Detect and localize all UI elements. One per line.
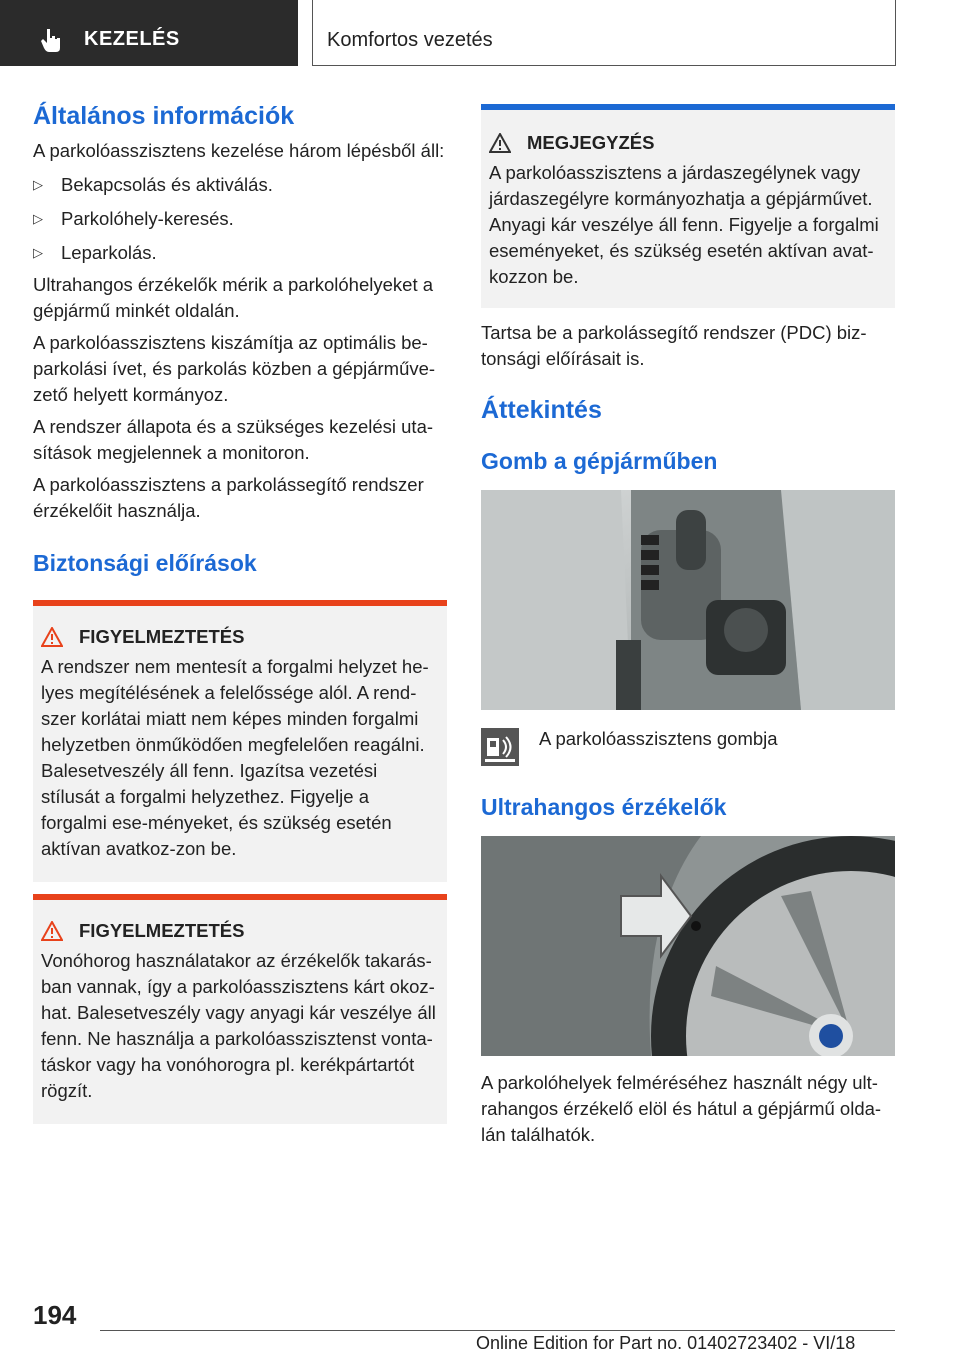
note-text: A parkolóasszisztens a járdaszegélynek vagy járdaszegélyre kormányozhatja a gépjárművet. Anyagi kár veszélye áll fenn. Figyelje a forgalmi eseményeket, és szükség esetén aktívan avat-kozzon be.: [489, 162, 879, 287]
warning-triangle-icon: [41, 921, 63, 941]
pdc-text: Tartsa be a parkolássegítő rendszer (PDC) biz-tonsági előírásait is.: [481, 322, 867, 369]
warning-text: A rendszer nem mentesít a forgalmi helyzet he-lyes megítélésének a felelőssége alól. A rend-szer korlátai miatt nem képes minden forgalmi helyzetben önműködően megfelelően reagálni. Balesetveszély áll fenn. Igazítsa vezetési stílusát a forgalmi helyzethez. Figyelje a forgalmi ese-ményeket, és szükség esetén aktívan avatkoz-zon be.: [41, 656, 429, 859]
heading-sensors: Ultrahangos érzékelők: [481, 794, 727, 820]
chapter-tab: [0, 0, 298, 66]
left-column: [33, 100, 447, 1124]
warning-box: [33, 894, 447, 1124]
bullet-text: Parkolóhely-keresés.: [61, 208, 234, 229]
paragraph: A rendszer állapota és a szükséges kezelési uta-sítások megjelennek a monitoron.: [33, 416, 434, 463]
note-title: MEGJEGYZÉS: [527, 132, 655, 153]
warning-title: FIGYELMEZTETÉS: [79, 626, 245, 647]
console-photo: [481, 490, 895, 710]
list-item: [33, 172, 447, 198]
intro-text: A parkolóasszisztens kezelése három lépésből áll:: [33, 140, 445, 161]
section-header: [312, 0, 896, 66]
section-title: Komfortos vezetés: [327, 29, 493, 51]
sensor-photo: [481, 836, 895, 1056]
hand-pointer-icon: [38, 26, 66, 54]
footer-edition: Online Edition for Part no. 01402723402 - VI/18: [476, 1333, 856, 1353]
paragraph: A parkolóasszisztens kiszámítja az optimális be-parkolási ívet, és parkolás közben a gépjárműve-zető helyett kormányoz.: [33, 332, 436, 405]
triangle-bullet-icon: ▷: [33, 211, 43, 226]
paragraph: Ultrahangos érzékelők mérik a parkolóhelyeket a gépjármű minkét oldalán.: [33, 274, 434, 321]
paragraph: A parkolóasszisztens a parkolássegítő rendszer érzékelőit használja.: [33, 474, 424, 521]
heading-overview: Áttekintés: [481, 396, 602, 424]
note-triangle-icon: [489, 133, 511, 153]
heading-button: Gomb a gépjárműben: [481, 448, 718, 474]
bullet-text: Leparkolás.: [61, 242, 157, 263]
note-header: [489, 132, 887, 154]
parking-assistant-button-icon: [481, 728, 519, 766]
warning-header: [41, 920, 439, 942]
note-box: [481, 104, 895, 308]
button-caption-row: [481, 728, 895, 766]
list-item: [33, 240, 447, 266]
warning-box: [33, 600, 447, 882]
warning-title: FIGYELMEZTETÉS: [79, 920, 245, 941]
chapter-title: KEZELÉS: [84, 28, 180, 50]
warning-text: Vonóhorog használatakor az érzékelők takarás-ban vannak, így a parkolóasszisztens kárt okoz-hat. Balesetveszély vagy anyagi kár veszélye áll fenn. Ne használja a parkolóasszisztenst vonta-táskor vagy ha vonóhorogra pl. kerékpártartót rögzít.: [41, 950, 436, 1101]
page-number: 194: [33, 1300, 77, 1330]
heading-safety: Biztonsági előírások: [33, 550, 257, 576]
triangle-bullet-icon: ▷: [33, 177, 43, 192]
warning-triangle-icon: [41, 627, 63, 647]
list-item: [33, 206, 447, 232]
sensor-text: A parkolóhelyek felméréséhez használt négy ult-rahangos érzékelő elöl és hátul a gépjármű olda-lán találhatók.: [481, 1072, 882, 1145]
heading-general-info: Általános információk: [33, 102, 295, 130]
warning-header: [41, 626, 439, 648]
right-column: [481, 104, 895, 1148]
triangle-bullet-icon: ▷: [33, 245, 43, 260]
bullet-text: Bekapcsolás és aktiválás.: [61, 174, 273, 195]
footer-divider: [100, 1330, 895, 1331]
button-caption: A parkolóasszisztens gombja: [539, 728, 778, 749]
